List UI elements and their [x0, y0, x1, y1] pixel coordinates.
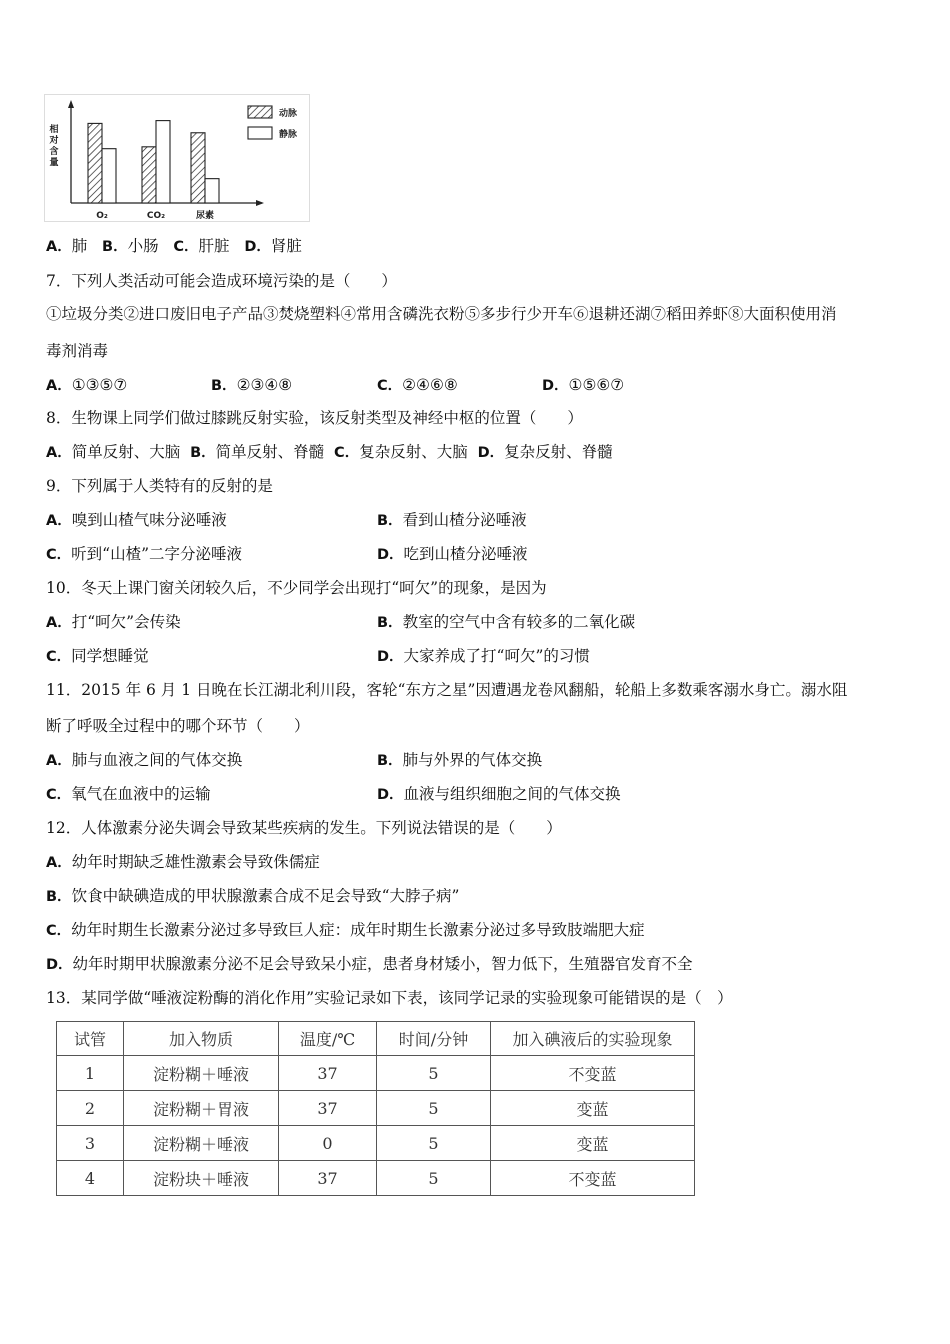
table-cell: 5 [377, 1161, 491, 1196]
bar-静脉-0 [102, 149, 116, 203]
legend-label: 动脉 [279, 109, 298, 119]
bar-静脉-1 [156, 121, 170, 203]
table-cell: 1 [57, 1056, 124, 1091]
q12-option-b[interactable]: B．饮食中缺碘造成的甲状腺激素合成不足会导致“大脖子病” [46, 887, 460, 905]
bar-动脉-0 [88, 123, 102, 203]
y-axis-arrow [68, 100, 74, 108]
q12-option-a[interactable]: A．幼年时期缺乏雄性激素会导致侏儒症 [46, 853, 320, 871]
y-axis-label: 相对含量 [49, 125, 59, 168]
q10-option-c[interactable]: C．同学想睡觉 [46, 647, 149, 665]
q11-option-d[interactable]: D．血液与组织细胞之间的气体交换 [377, 785, 621, 803]
table-cell: 不变蓝 [491, 1056, 695, 1091]
q8-options [46, 442, 613, 463]
experiment-table [56, 1021, 695, 1196]
x-tick-label: O₂ [96, 211, 108, 221]
table-cell: 不变蓝 [491, 1161, 695, 1196]
table-cell: 5 [377, 1091, 491, 1126]
chart-labels [48, 123, 214, 221]
q7-option-c[interactable]: C．②④⑥⑧ [377, 376, 458, 394]
table-row [57, 1126, 695, 1161]
q11-stem-line2: 断了呼吸全过程中的哪个环节（ ） [46, 717, 310, 735]
q6-option-b[interactable]: B．小肠 [102, 237, 159, 255]
q12-option-d[interactable]: D．幼年时期甲状腺激素分泌不足会导致呆小症，患者身材矮小，智力低下，生殖器官发育不全 [46, 955, 693, 973]
table-header-cell: 试管 [57, 1022, 124, 1056]
q6-option-d[interactable]: D．肾脏 [244, 237, 302, 255]
table-cell: 淀粉糊＋胃液 [124, 1091, 279, 1126]
q7-option-b[interactable]: B．②③④⑧ [211, 376, 293, 394]
table-row [57, 1161, 695, 1196]
table-header-cell: 加入碘液后的实验现象 [491, 1022, 695, 1056]
table-cell: 5 [377, 1056, 491, 1091]
table-cell: 变蓝 [491, 1091, 695, 1126]
q6-options [46, 236, 302, 257]
bar-动脉-1 [142, 147, 156, 203]
table-cell: 2 [57, 1091, 124, 1126]
q10-option-d[interactable]: D．大家养成了打“呵欠”的习惯 [377, 647, 590, 665]
table-cell: 变蓝 [491, 1126, 695, 1161]
q7-stem: 7．下列人类活动可能会造成环境污染的是（ ） [46, 272, 397, 290]
table-cell: 淀粉块＋唾液 [124, 1161, 279, 1196]
table-header-cell: 时间/分钟 [377, 1022, 491, 1056]
q11-option-b[interactable]: B．肺与外界的气体交换 [377, 751, 543, 769]
q8-option-c[interactable]: C．复杂反射、大脑 [334, 443, 468, 461]
bar-动脉-2 [191, 133, 205, 203]
q11-option-a[interactable]: A．肺与血液之间的气体交换 [46, 751, 243, 769]
table-cell: 4 [57, 1161, 124, 1196]
table-cell: 淀粉糊＋唾液 [124, 1126, 279, 1161]
x-tick-label: CO₂ [146, 211, 166, 221]
table-row [57, 1056, 695, 1091]
legend-swatch [248, 106, 272, 118]
legend-swatch [248, 127, 272, 139]
q7-items-line1: ①垃圾分类②进口废旧电子产品③焚烧塑料④常用含磷洗衣粉⑤多步行少开车⑥退耕还湖⑦稻田养虾⑧大面积使用消 [46, 305, 837, 323]
q8-option-d[interactable]: D．复杂反射、脊髓 [477, 443, 613, 461]
legend-label: 静脉 [279, 130, 298, 140]
q9-option-c[interactable]: C．听到“山楂”二字分泌唾液 [46, 545, 243, 563]
q10-option-a[interactable]: A．打“呵欠”会传染 [46, 613, 181, 631]
q7-option-d[interactable]: D．①⑤⑥⑦ [542, 376, 625, 394]
table-cell: 0 [279, 1126, 377, 1161]
table-cell: 3 [57, 1126, 124, 1161]
table-row [57, 1091, 695, 1126]
q8-stem: 8．生物课上同学们做过膝跳反射实验，该反射类型及神经中枢的位置（ ） [46, 409, 583, 427]
chart-bars [88, 121, 219, 203]
table-cell: 5 [377, 1126, 491, 1161]
table-header-row [57, 1022, 695, 1056]
chart-legend [248, 106, 298, 140]
q11-option-c[interactable]: C．氧气在血液中的运输 [46, 785, 211, 803]
table-header-cell: 温度/℃ [279, 1022, 377, 1056]
table-cell: 37 [279, 1161, 377, 1196]
x-axis-arrow [256, 200, 264, 206]
bar-静脉-2 [205, 179, 219, 203]
x-tick-label: 尿素 [195, 211, 215, 221]
q9-option-a[interactable]: A．嗅到山楂气味分泌唾液 [46, 511, 227, 529]
q8-option-b[interactable]: B．简单反射、脊髓 [190, 443, 325, 461]
q8-option-a[interactable]: A．简单反射、大脑 [46, 443, 181, 461]
q6-option-c[interactable]: C．肝脏 [173, 237, 230, 255]
q9-option-d[interactable]: D．吃到山楂分泌唾液 [377, 545, 528, 563]
q9-option-b[interactable]: B．看到山楂分泌唾液 [377, 511, 527, 529]
bar-chart [44, 94, 310, 222]
q12-stem: 12．人体激素分泌失调会导致某些疾病的发生。下列说法错误的是（ ） [46, 819, 562, 837]
table-cell: 37 [279, 1091, 377, 1126]
q13-stem: 13．某同学做“唾液淀粉酶的消化作用”实验记录如下表，该同学记录的实验现象可能错误的是（ ） [46, 989, 733, 1007]
q7-option-a[interactable]: A．①③⑤⑦ [46, 376, 128, 394]
table-cell: 淀粉糊＋唾液 [124, 1056, 279, 1091]
q9-stem: 9．下列属于人类特有的反射的是 [46, 477, 273, 495]
q10-stem: 10．冬天上课门窗关闭较久后，不少同学会出现打“呵欠”的现象，是因为 [46, 579, 547, 597]
q7-items-line2: 毒剂消毒 [46, 342, 109, 360]
q12-option-c[interactable]: C．幼年时期生长激素分泌过多导致巨人症：成年时期生长激素分泌过多导致肢端肥大症 [46, 921, 645, 939]
q6-option-a[interactable]: A．肺 [46, 237, 88, 255]
table-header-cell: 加入物质 [124, 1022, 279, 1056]
q10-option-b[interactable]: B．教室的空气中含有较多的二氧化碳 [377, 613, 636, 631]
q11-stem-line1: 11．2015 年 6 月 1 日晚在长江湖北利川段，客轮“东方之星”因遭遇龙卷风翻船，轮船上多数乘客溺水身亡。溺水阻 [46, 681, 848, 699]
table-cell: 37 [279, 1056, 377, 1091]
